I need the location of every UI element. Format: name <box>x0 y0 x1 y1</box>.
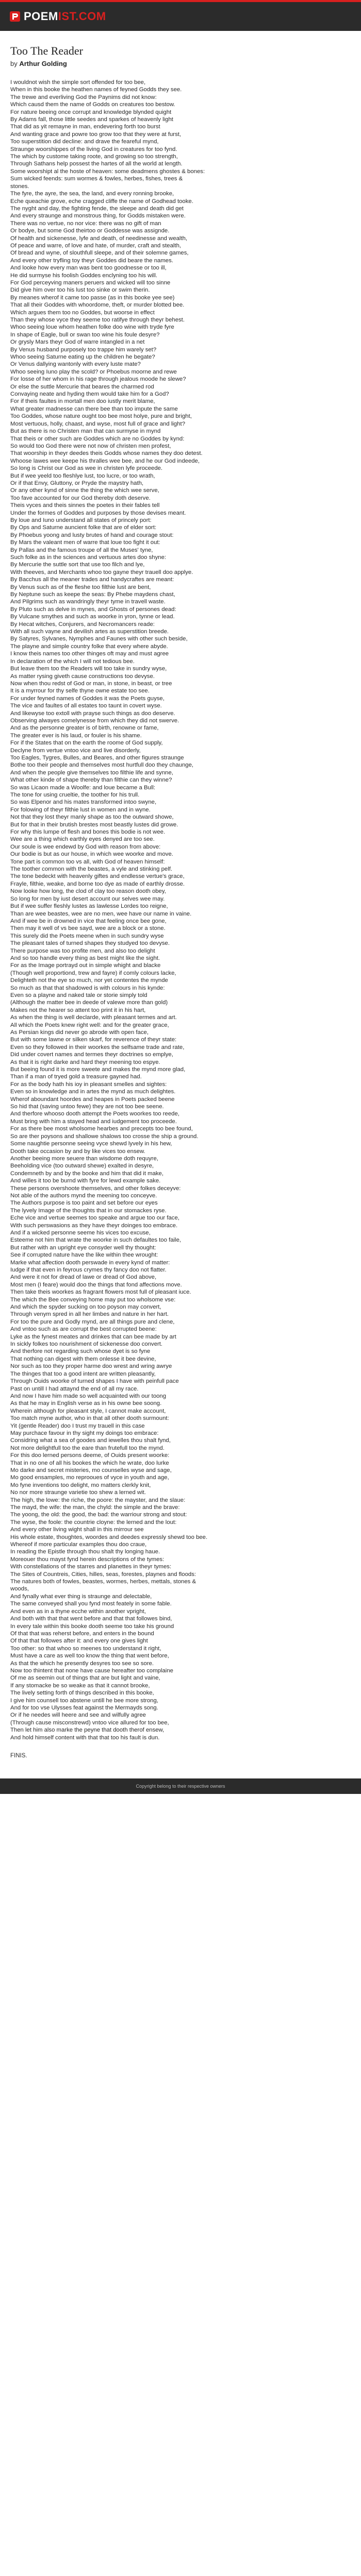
poem-line: And looke how every man was bent too goodnesse or too ill, <box>10 265 167 272</box>
poem-line: Yit (gentle Reader) doo I trust my trauell in this case <box>10 1422 145 1429</box>
poem-line: His whole estate, thoughtes, woordes and deedes expressly shewd too bee. <box>10 1534 208 1540</box>
poem-line: (Although the matter bee in deede of valewe more than gold) <box>10 999 168 1006</box>
poem-line: Another beeing more seuere than wisdome doth requyre, <box>10 1155 158 1162</box>
poem-line: By Vulcane smythes and such as woorke in yron, tynne or lead. <box>10 614 175 620</box>
poem-line: Dooth take occasion by and by like vices too ensew. <box>10 1148 145 1155</box>
poem-line: Too match myne author, who in that all other dooth surmount: <box>10 1415 169 1422</box>
poem-line: Delighteth not the eye so much, nor yet contentes the mynde <box>10 977 168 984</box>
poem-line: Whoo seeing loue whom heathen folke doo wine with tryde fyre <box>10 324 174 331</box>
poem-line: And every other tryfling toy theyr Goddes did beare the names. <box>10 257 173 264</box>
poem-line: The trewe and everliving God the Paynims did not know: <box>10 94 157 100</box>
byline <box>10 60 351 67</box>
poem-line: Or if that Envy, Gluttony, or Pryde the maystry hath, <box>10 480 144 486</box>
poem-line: But leave them too the Readers will too take in sundry wyse, <box>10 666 167 672</box>
poem-line: stones. <box>10 183 29 190</box>
poem-line: Wherof aboundant hoordes and heapes in Poets packed beene <box>10 1096 175 1103</box>
poem-line: It is a myrrour for thy selfe thyne owne estate too see. <box>10 688 150 694</box>
poem-line: Whereof if more particular examples thou doo craue, <box>10 1541 147 1548</box>
copyright-text: Copyright belong to their respective owners <box>136 1784 225 1789</box>
poem-line: Or if he needes will heere and see and wilfully agree <box>10 1712 146 1719</box>
poem-line: Not able of the authors mynd the meening too conceyve. <box>10 1192 157 1199</box>
poem-line: And as the personne greater is of birth, renowne or fame, <box>10 725 159 732</box>
poem-line: For too the pure and Godly mynd, are all things pure and clene, <box>10 1318 175 1325</box>
poem-line: That nothing can digest with them onlesse it bee devine, <box>10 1355 156 1362</box>
poem-line: So much as that that shadowed is with colours in his kynde: <box>10 985 165 991</box>
poem-line: Past on untill I had attaynd the end of all my race. <box>10 1385 139 1392</box>
poem-line: The which the Bee conveying home may put too wholsome vse: <box>10 1296 176 1303</box>
poem-line: The lyvely Image of the thoughts that in our stomackes ryse. <box>10 1207 167 1214</box>
poem-line: When in this booke the heathen names of feyned Godds they see. <box>10 87 182 93</box>
poem-line: May purchace favour in thy sight my doings too embrace: <box>10 1430 159 1436</box>
poem-line: The thinges that too a good intent are written pleasantly, <box>10 1370 156 1377</box>
poem-line: By Mercurie the suttle sort that use too filch and lye, <box>10 562 145 568</box>
poem-line: He did surmyse his foolish Goddes enclyning too his will. <box>10 272 157 279</box>
poem-line: And Pilgrims such as wandringly theyr tyme in travell waste. <box>10 599 166 605</box>
poem-line: And hold himself content with that that too his fault is dun. <box>10 1734 160 1741</box>
poem-line: Nor such as too they proper harme doo wrest and wring awrye <box>10 1363 172 1370</box>
poem-line: For this doo lerned persons deeme, of Ouids present woorke: <box>10 1452 170 1459</box>
logo-mark-icon <box>9 11 21 22</box>
poem-line: Even so they followed in their woorkes the selfsame trade and rate, <box>10 1044 185 1050</box>
poem-line: Of bread and wyne, of slouthfull sleepe, and of their solemne games, <box>10 250 189 257</box>
poem-line: Bothe too their people and themselves most hurtfull doo they chaunge, <box>10 762 194 769</box>
poem-line: By Adams fall, those little seedes and sparkes of heavenly light <box>10 116 173 123</box>
poem-line: Through venym spred in all her limbes and nature in her hart. <box>10 1311 169 1318</box>
poem-line: As that it is right darke and hard theyr meening too espye. <box>10 1059 160 1065</box>
poem-title: Too The Reader <box>10 44 84 57</box>
poem-line: The nyght and day, the fighting fende, the sleepe and death did get <box>10 205 184 212</box>
poem-line: Now too thintent that none have cause hereafter too complaine <box>10 1667 173 1674</box>
poem-line: The Authors purpose is too paint and set before our eyes <box>10 1200 158 1207</box>
poem-line: But if wee suffer fleshly lustes as lawlesse Lordes too reigne, <box>10 903 168 910</box>
poem-line: There purpose was too profite men, and also too delight <box>10 947 155 954</box>
poem-line: Or any other kynd of sinne the thing the which wee serve, <box>10 487 159 494</box>
poem-line: Too superstition did decline: and drave the feareful mynd, <box>10 139 159 145</box>
by-label: by <box>10 60 18 67</box>
poem-line: Or grysly Mars theyr God of warre intangled in a net <box>10 339 145 346</box>
poem-line: With all such vayne and devilish artes as superstition breede. <box>10 629 169 635</box>
poem-line: The playne and simple country folke that every where abyde. <box>10 643 168 650</box>
poem-line: I wouldnot wish the simple sort offended for too bee, <box>10 79 146 86</box>
poem-line: (Through cause misconstrewd) vntoo vice allured for too bee, <box>10 1719 169 1726</box>
poem-line: As matter rysing giveth cause constructions too devyse. <box>10 673 155 680</box>
poem-line: Wee are a thing which earthly eyes denyed are too see. <box>10 836 155 843</box>
poem-line: Too Goddes, whose nature ought too bee most holye, pure and bright, <box>10 413 192 420</box>
poem-line: As when the thing is well declarde, with pleasant termes and art. <box>10 1014 177 1021</box>
poem-line: Of health and sickenesse, lyfe and death, of needinesse and wealth, <box>10 235 188 242</box>
poem-line: And were it not for dread of lawe or dread of God above, <box>10 1274 157 1281</box>
poem-line: Convaying neate and hyding them would take him for a God? <box>10 391 169 398</box>
poem-line: Moreouer thou mayst fynd herein descriptions of the tymes: <box>10 1556 165 1563</box>
poem-line: That in no one of all his bookes the which he wrate, doo lurke <box>10 1460 169 1466</box>
poem-line: By Mars the valeant men of warre that loue too fight it out: <box>10 539 160 546</box>
poem-line: So hid that (saving untoo fewe) they are not too bee seene. <box>10 1104 164 1110</box>
poem-line: Or Venus dallying wantonly with every luste mate? <box>10 361 141 368</box>
poem-line: For losse of her whom in his rage through jealous moode he slewe? <box>10 376 186 383</box>
poem-line: By Satyres, Sylvanes, Nymphes and Faunes with other such beside, <box>10 636 188 642</box>
poem-line: Now when thou redst of God or man, in stone, in beast, or tree <box>10 680 172 687</box>
poem-line: Not more delightfull too the eare than frutefull too the mynd. <box>10 1445 165 1451</box>
poem-line: Then may it well of vs bee sayd, wee are a block or a stone. <box>10 925 166 932</box>
poem-line: Which causd them the name of Godds on creatures too bestow. <box>10 101 175 108</box>
poem-line: The greater ever is his laud, or fouler is his shame. <box>10 732 142 739</box>
poem-line: No nor more straunge varietie too shew a lerned wit. <box>10 1489 146 1496</box>
poem-line: By Phoebus yoong and lusty brutes of hand and courage stout: <box>10 532 174 538</box>
poem-line: Observing alwayes comelynesse from which they did not swerve. <box>10 717 179 724</box>
poem-line: And for too vse Ulysses feat against the Mermayds song. <box>10 1704 158 1711</box>
poem-line: The natures both of fowles, beastes, wormes, herbes, mettals, stones & <box>10 1579 196 1585</box>
poem-line: So are ther poysons and shallowe shalows too crosse the ship a ground. <box>10 1133 199 1140</box>
poem-line: Than are wee beastes, wee are no men, wee have our name in vaine. <box>10 910 192 917</box>
main-content <box>0 31 361 1764</box>
poem-line: Than they whose vyce they seeme too ratifye through theyr behest. <box>10 317 185 323</box>
poem-line: Our soule is wee endewd by God with reason from above: <box>10 843 161 850</box>
poem-line: The tone for using crueltie, the toother for his trull. <box>10 792 140 798</box>
poem-line: Than if a man of tryed gold a treasure gayned had. <box>10 1074 142 1080</box>
poem-line: (Though well proportiond, trew and fayre) if comly colours lacke, <box>10 970 176 976</box>
poem-line: Lyke as the fynest meates and drinkes that can bee made by art <box>10 1333 176 1340</box>
poem-line: Then take theis woorkes as fragrant flowers most full of pleasant iuce. <box>10 1289 191 1296</box>
poem-line: Some naughtie personne seeing vyce shewd lyvely in his hew, <box>10 1141 172 1147</box>
poem-line: Too other: so that whoo so meenes too understand it right, <box>10 1645 161 1652</box>
poem-line: With such perswasions as they have theyr doinges too embrace. <box>10 1222 178 1229</box>
poem-line: Too Eagles, Tygres, Bulles, and Beares, and other figures straunge <box>10 754 184 761</box>
poem-line: Frayle, filthie, weake, and borne too dye as made of earthly drosse. <box>10 880 185 887</box>
poem-line: And every other living wight shall in this mirrour see <box>10 1527 144 1533</box>
poem-line: For if the States that on the earth the roome of God supply, <box>10 740 163 747</box>
poem-line: And both with that that went before and that that followes bind, <box>10 1616 172 1622</box>
poem-line: In sickly folkes too nourishment of sickenesse doo convert. <box>10 1341 163 1348</box>
poem-line: By Ops and Saturne auncient folke that are of elder sort: <box>10 524 157 531</box>
poem-line: By meanes wherof it came too passe (as in this booke yee see) <box>10 294 175 301</box>
poem-line: For under feyned names of Goddes it was the Poets guyse, <box>10 695 165 702</box>
poem-line: Wherein although for pleasant style, I cannot make account, <box>10 1408 166 1414</box>
poem-line: And even as in a thyne ecche within another vpright, <box>10 1608 146 1615</box>
poem-line: Eche vice and vertue seemes too speake and argue too our face, <box>10 1215 179 1222</box>
poem-line: For God perceyving maners peruers and wicked will too sinne <box>10 279 171 286</box>
poem-line: What greater madnesse can there bee than too impute the same <box>10 405 178 412</box>
poem-line: That theis or other such are Goddes which are no Goddes by kynd: <box>10 435 185 442</box>
poem-line: By Pallas and the famous troupe of all the Muses' tyne, <box>10 547 153 553</box>
poem-line: Tone part is common too vs all, with God of heaven himself: <box>10 858 165 865</box>
poem-line: I give him counsell too abstene untill he bee more strong, <box>10 1697 158 1704</box>
poem-line: Now looke how long, the clod of clay too reason dooth obey, <box>10 888 166 895</box>
poem-line: And now I have him made so well acquainted with our toong <box>10 1393 167 1399</box>
poem-line: For why this lumpe of flesh and bones this bodie is not wee. <box>10 829 166 836</box>
poem-line: By Venus husband purposely too trappe him warely set? <box>10 346 157 353</box>
poem-line: Some woorshipt al the hoste of heaven: some deadmens ghostes & bones: <box>10 168 205 175</box>
poem-line: For nature beeing once corrupt and knowledge blynded quight <box>10 109 172 115</box>
poem-line: What other kinde of shape thereby than filthie can they winne? <box>10 777 172 784</box>
site-logo[interactable] <box>9 10 106 23</box>
poem-line: But rather with an upright eye consyder well thy thought: <box>10 1244 156 1251</box>
poem-line: And so too handle every thing as best might like the sight. <box>10 955 160 961</box>
poem-line: Esteeme not him that wrate the woorke in such defaultes too faile, <box>10 1237 182 1244</box>
poem-line: But beeing found it is more sweete and makes the mynd more glad, <box>10 1066 186 1073</box>
poem-line: And therfore not regarding such whose dyet is so fyne <box>10 1348 151 1355</box>
poem-line: By Venus such as of the fleshe too filthie lust are bent, <box>10 584 151 590</box>
poem-line: Whoo seeing Iuno play the scold? or Phoebus moorne and rewe <box>10 368 177 375</box>
poem-line: Or bodye, but some God theirtoo or Goddesse was assignde. <box>10 228 170 234</box>
poem-line: Of me as seemin out of things that are but light and vaine, <box>10 1675 160 1682</box>
poem-line: And likewyse too extoll with prayse such things as doo deserve. <box>10 710 175 717</box>
poem-line: Condemneth by and by the booke and him that did it make, <box>10 1170 164 1177</box>
poem-line: But as there is no Christen man that can surmyse in mynd <box>10 428 161 435</box>
poem-line: As that the which he presently desyres too see so sore. <box>10 1660 154 1667</box>
poem-line: Whoo seeing Saturne eating up the children he begate? <box>10 354 155 361</box>
poem-line: The high, the lowe: the riche, the poore: the mayster, and the slaue: <box>10 1497 186 1503</box>
poem-line: In declaration of the which I will not tedious bee. <box>10 658 135 665</box>
poem-line: Through Ouids woorke of turned shapes I have with peinfull pace <box>10 1378 179 1385</box>
poem-line: And willes it too be burnd with fyre for lewd example sake. <box>10 1178 161 1184</box>
poem-line: Iudge if that even in feyrous crymes thy fancy doo not flatter. <box>10 1267 167 1273</box>
poem-line: The yoong, the old: the good, the bad: the warriour strong and stout: <box>10 1512 187 1518</box>
poem-line: Most men (I feare) would doo the things that fond affections move. <box>10 1281 182 1288</box>
poem-line: Even so in knowledge and in artes the mynd as much delightes. <box>10 1089 176 1095</box>
poem-body <box>10 79 351 1741</box>
poem-line: With theeves, and Merchants whoo too gayne theyr trauell doo applye. <box>10 569 193 575</box>
poem-line: Beeholding vice (too outward shewe) exalted in desyre, <box>10 1163 154 1170</box>
poem-line: Mo fyne inventions too delight, mo matters clerkly knit, <box>10 1482 151 1488</box>
poem-line: Not that they lost theyr manly shape as too the outward showe, <box>10 814 174 821</box>
poem-line: But with some lawne or silken skarf, for reverence of theyr state: <box>10 1037 177 1043</box>
poem-line: As that he may in English verse as in his owne bee soong. <box>10 1400 162 1407</box>
poem-line: The wyse, the foole: the countrie cloyne: the lerned and the lout: <box>10 1519 177 1526</box>
poem-line: Through Sathans help possest the hartes of all the world at length. <box>10 161 183 167</box>
poem-line: But if wee yeeld too fleshlye lust, too lucre, or too wrath, <box>10 472 155 479</box>
poem-line: This surely did the Poets meene when in such sundry wyse <box>10 933 164 939</box>
poem-line: That did as yit remayne in man, endevering forth too burst <box>10 124 160 130</box>
poem-line: The lively setting forth of things described in this booke, <box>10 1690 154 1697</box>
poem-line: For as the Image portrayd out in simple whight and blacke <box>10 962 161 969</box>
poem-line: Mo darke and secret misteries, mo counselles wyse and sage, <box>10 1467 172 1473</box>
poem-line: The Sites of Countreis, Cities, hilles, seas, forestes, playnes and floods: <box>10 1571 196 1578</box>
poem-line: woods, <box>10 1586 29 1592</box>
poem-line: Declyne from vertue vntoo vice and live disorderly, <box>10 747 141 754</box>
poem-line: All which the Poets knew right well: and for the greater grace, <box>10 1022 169 1028</box>
poem-line: Our bodie is but as our house, in which wee woorke and move. <box>10 851 173 858</box>
poem-line: Considring what a sea of goodes and iewelles thou shalt fynd, <box>10 1437 171 1444</box>
poem-line: The which by custome taking roote, and growing so too strength, <box>10 154 178 160</box>
poem-line: The vice and faultes of all estates too taunt in covert wyse. <box>10 703 162 709</box>
poem-line: If any stomacke be so weake as that it cannot brooke, <box>10 1682 150 1689</box>
poem-line: Straunge woorshippes of the living God in creatures for too fynd. <box>10 146 177 152</box>
poem-line: By Bacchus all the meaner trades and handycraftes are meant: <box>10 577 174 583</box>
poem-line: Marke what affection dooth perswade in every kynd of matter: <box>10 1259 170 1266</box>
poem-line: Sum wicked feends: sum wormes & fowles, herbes, fishes, trees & <box>10 176 183 182</box>
poem-line: By Hecat witches, Conjurers, and Necromancers reade: <box>10 621 155 628</box>
poem-line: Under the formes of Goddes and purposes by those devises meant. <box>10 510 186 516</box>
poem-line: Of peace and warre, of love and hate, of murder, craft and stealth, <box>10 242 182 249</box>
poem-line: As Persian kings did never go abrode with open face, <box>10 1029 149 1036</box>
site-footer <box>0 1778 361 1794</box>
poem-line: Did give him over too his lust too sinke or swim therin. <box>10 287 150 294</box>
poem-line: That woorship in theyr deedes theis Godds whose names they doo detest. <box>10 450 203 457</box>
poem-line: So was Elpenor and his mates transformed intoo swyne, <box>10 799 157 806</box>
poem-line: And which the spyder sucking on too poyson may convert, <box>10 1304 161 1311</box>
poem-line: For folowing of theyr filthie lust in women and in wyne. <box>10 806 151 813</box>
poem-line: Most vertuous, holly, chaast, and wyse, most full of grace and light? <box>10 420 186 427</box>
poem-line: So would too God there were not now of christen men profest, <box>10 443 171 449</box>
poem-line: So long is Christ our God as wee in christen lyfe proceede. <box>10 465 163 472</box>
poem-line: For as there bee most wholsome hearbes and precepts too bee found, <box>10 1126 193 1132</box>
poem-line: The same conveyed shall you fynd most feately in some fable. <box>10 1601 172 1607</box>
poem-line: Must bring with him a stayed head and iudgement too proceede. <box>10 1118 177 1125</box>
poem-line: The fyre, the ayre, the sea, the land, and every ronning brooke, <box>10 191 174 197</box>
poem-line: In every tale within this booke dooth seeme too take his ground <box>10 1623 174 1630</box>
poem-line: Whoose lawes wee keepe his thralles wee bee, and he our God indeede, <box>10 457 200 464</box>
poem-line: These persons overshoote themselves, and other folkes deceyve: <box>10 1185 181 1192</box>
poem-line: In shape of Eagle, bull or swan too wine his foule desyre? <box>10 331 160 338</box>
poem-line: The tone bedeckt with heavenly giftes and endlesse vertue's grace, <box>10 873 185 880</box>
poem-line: I know theis names too other thinges oft may and must agree <box>10 651 169 657</box>
poem-line: The pleasant tales of turned shapes they studyed too devyse. <box>10 940 170 947</box>
poem-line: That all their Goddes with whoordome, theft, or murder blotted bee. <box>10 302 185 309</box>
poem-line: By Pluto such as delve in mynes, and Ghosts of persones dead: <box>10 606 176 613</box>
poem-line: So was Licaon made a Woolfe: and loue became a Bull: <box>10 784 156 791</box>
poem-line: And wanting grace and powre too grow too that they were at furst, <box>10 131 182 138</box>
finis: FINIS. <box>10 1753 27 1759</box>
poem-line: The mayd, the wife: the man, the chyld: the simple and the brave: <box>10 1504 180 1511</box>
poem-line: Even so a playne and naked tale or storie simply told <box>10 992 147 998</box>
poem-line: Must have a care as well too know the thing that went before, <box>10 1653 169 1659</box>
poem-line: For as the body hath his ioy in pleasant smelles and sightes: <box>10 1081 167 1088</box>
poem-line: Did under covert names and termes theyr doctrines so emplye, <box>10 1052 173 1058</box>
poem-line: Such folke as in the sciences and vertuous artes doo shyne: <box>10 554 167 561</box>
poem-line: And if wee be in drowned in vice that feeling once bee gone, <box>10 918 167 924</box>
poem-line: By Neptune such as keepe the seas: By Phebe maydens chast, <box>10 591 175 598</box>
poem-line: By loue and Iuno understand all states of princely port: <box>10 517 152 523</box>
poem-line: There was no vertue, no nor vice: there was no gift of man <box>10 220 161 227</box>
author-link[interactable]: Arthur Golding <box>19 60 67 67</box>
poem-line: Or else the suttle Mercurie that beares the charmed rod <box>10 383 154 390</box>
poem-line: But for that in their brutish brestes most beastly lustes did growe. <box>10 821 178 828</box>
poem-line: Then let him also marke the peyne that dooth therof ensew, <box>10 1727 165 1734</box>
poem-line: In reading the Epistle through thou shalt thy longing haue. <box>10 1549 160 1555</box>
poem-line: And if a wicked personne seeme his vices too excuse, <box>10 1229 151 1236</box>
poem-line: So long for men by iust desert account our selves wee may. <box>10 895 165 902</box>
poem-line: The toother common with the beastes, a vyle and stinking pelf. <box>10 866 173 873</box>
poem-line: And therfore whooso dooth attempt the Poets woorkes too reede, <box>10 1111 179 1117</box>
poem-line: Of that that was reherst before, and enters in the bound <box>10 1630 154 1637</box>
poem-line: See if corrupted nature have the like within thee wrought: <box>10 1252 158 1259</box>
poem-line: Mo good ensamples, mo reprooues of vyce in youth and age, <box>10 1475 169 1481</box>
logo-suffix: IST.COM <box>58 10 106 23</box>
poem-line: Of that that followes after it: and every one gives light <box>10 1638 148 1645</box>
poem-line: And every straunge and monstrous thing, for Godds mistaken were. <box>10 213 186 219</box>
poem-line: Which argues them too no Goddes, but woorse in effect <box>10 309 155 316</box>
site-header <box>0 0 361 31</box>
logo-prefix: POEM <box>24 10 58 23</box>
poem-line: With constellations of the starres and planettes in theyr tymes: <box>10 1564 172 1570</box>
poem-line: Too fave accounted for our God thereby doth deserve. <box>10 495 151 501</box>
poem-line: And vntoo such as are corrupt the best corrupted beene: <box>10 1326 157 1333</box>
poem-line: And fynally what ever thing is straunge and delectable, <box>10 1593 152 1600</box>
poem-line: Theis vyces and theis sinnes the poetes in their fables tell <box>10 502 160 509</box>
poem-line: Makes not the hearer so attent too print it in his hart, <box>10 1007 146 1013</box>
poem-line: Eche queachie grove, eche cragged cliffe the name of Godhead tooke. <box>10 198 193 205</box>
poem-line: And when the people give themselves too filthie life and synne, <box>10 769 173 776</box>
poem-line: For if theis faultes in mortall men doo iustly merit blame, <box>10 398 155 405</box>
